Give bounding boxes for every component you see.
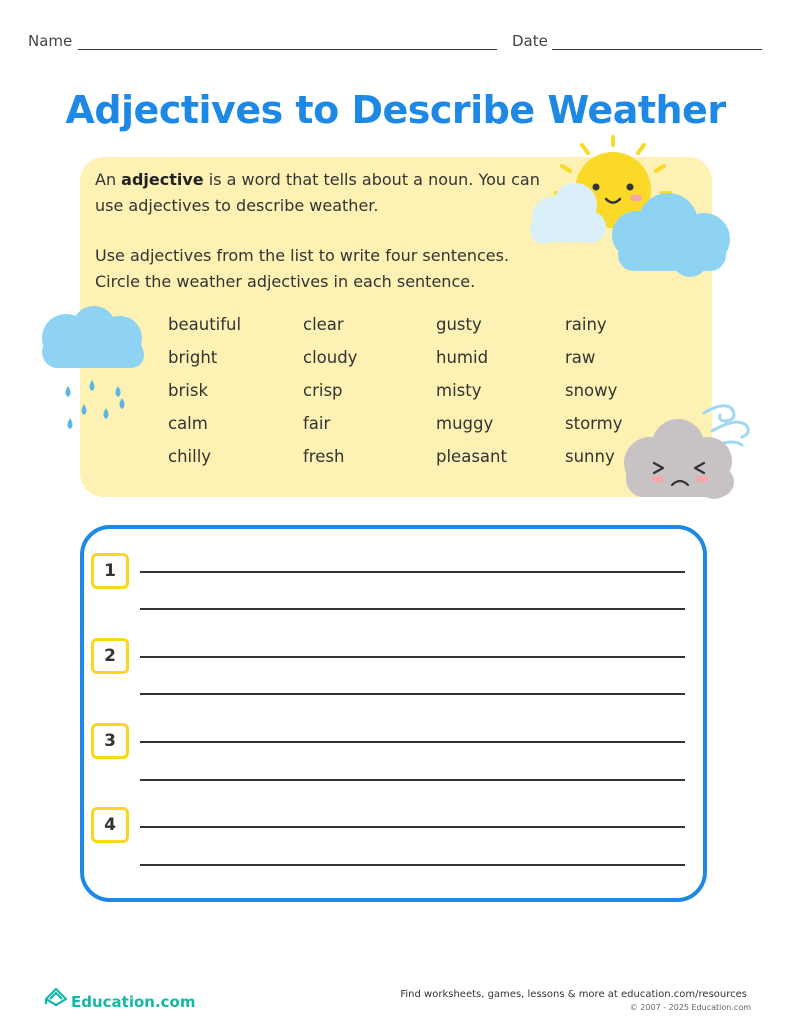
sentence-number-badge: 3 bbox=[91, 723, 129, 759]
sentence-1-line-2[interactable] bbox=[140, 608, 685, 610]
date-label: Date bbox=[512, 32, 548, 50]
sentence-number-badge: 1 bbox=[91, 553, 129, 589]
rain-cloud-icon bbox=[38, 306, 148, 441]
word-item: clear bbox=[303, 315, 344, 334]
word-item: fresh bbox=[303, 447, 345, 466]
sun-cloud-icon bbox=[520, 135, 735, 280]
name-label: Name bbox=[28, 32, 73, 50]
sentence-4-line-1[interactable] bbox=[140, 826, 685, 828]
word-item: brisk bbox=[168, 381, 208, 400]
word-item: rainy bbox=[565, 315, 607, 334]
word-column-3 bbox=[436, 308, 507, 473]
sentence-2-line-1[interactable] bbox=[140, 656, 685, 658]
sentence-4-line-2[interactable] bbox=[140, 864, 685, 866]
word-item: crisp bbox=[303, 381, 343, 400]
word-item: sunny bbox=[565, 447, 615, 466]
word-item: cloudy bbox=[303, 348, 358, 367]
intro-paragraph-1: An adjective is a word that tells about a noun. You can use adjectives to describe weather. bbox=[95, 170, 540, 215]
word-item: muggy bbox=[436, 414, 494, 433]
footer-copyright: © 2007 - 2025 Education.com bbox=[629, 1003, 751, 1012]
intro-paragraph-2: Use adjectives from the list to write four sentences. Circle the weather adjectives in each sentence. bbox=[95, 246, 510, 291]
word-item: bright bbox=[168, 348, 218, 367]
word-item: pleasant bbox=[436, 447, 507, 466]
sentence-3-line-1[interactable] bbox=[140, 741, 685, 743]
education-logo-text[interactable]: Education.com bbox=[71, 993, 196, 1011]
word-item: stormy bbox=[565, 414, 623, 433]
word-column-2 bbox=[303, 308, 357, 473]
word-column-1 bbox=[168, 308, 241, 473]
footer-find-text: Find worksheets, games, lessons & more at education.com/resources bbox=[400, 989, 747, 1000]
writing-area bbox=[80, 525, 707, 902]
education-logo-icon bbox=[43, 985, 69, 1009]
sentence-number-badge: 2 bbox=[91, 638, 129, 674]
sentence-1-line-1[interactable] bbox=[140, 571, 685, 573]
word-item: snowy bbox=[565, 381, 618, 400]
storm-cloud-icon bbox=[620, 383, 760, 503]
sentence-3-line-2[interactable] bbox=[140, 779, 685, 781]
word-item: fair bbox=[303, 414, 331, 433]
word-column-4 bbox=[565, 308, 623, 473]
word-item: misty bbox=[436, 381, 482, 400]
name-field[interactable] bbox=[78, 49, 497, 50]
word-item: raw bbox=[565, 348, 596, 367]
word-item: beautiful bbox=[168, 315, 242, 334]
word-item: gusty bbox=[436, 315, 482, 334]
word-item: calm bbox=[168, 414, 208, 433]
page-title: Adjectives to Describe Weather bbox=[65, 88, 726, 132]
sentence-2-line-2[interactable] bbox=[140, 693, 685, 695]
word-item: humid bbox=[436, 348, 489, 367]
date-field[interactable] bbox=[552, 49, 762, 50]
adjective-term: adjective bbox=[121, 170, 204, 189]
sentence-number-badge: 4 bbox=[91, 807, 129, 843]
word-item: chilly bbox=[168, 447, 212, 466]
